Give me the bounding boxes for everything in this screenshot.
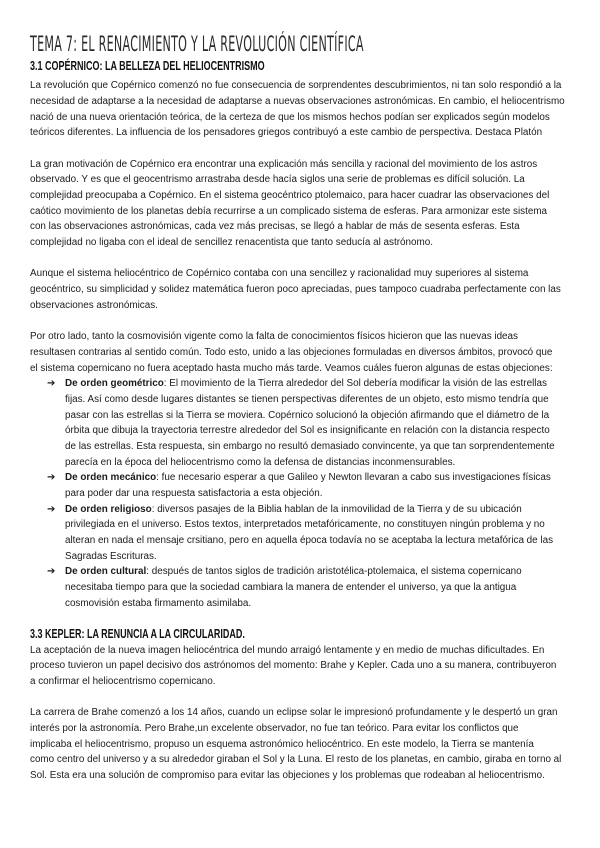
text-line: de las estrellas. Esta respuesta, sin embargo no resultó demasiado convincente, ya que tan sorprendentemente <box>65 440 555 452</box>
text-line: Aunque el sistema heliocéntrico de Copérnico contaba con una sencillez y racionalidad muy superiores al sistema <box>30 268 529 280</box>
objection-text: : diversos pasajes de la Biblia hablan de la inmovilidad de la Tierra y de su ubicación <box>151 503 522 515</box>
text-line: parecía en la época del heliocentrismo como la defensa de distancias inconmensurables. <box>65 456 456 468</box>
list-item <box>30 376 590 470</box>
objection-label: De orden cultural <box>65 566 147 578</box>
text-line: proceso tuvieron un papel decisivo dos astrónomos del momento: Brahe y Kepler. Cada uno a su manera, contribuyeron <box>30 660 557 672</box>
text-line: fijas. Así como desde lugares distantes se tienen perspectivas diferentes de un objeto, esto mismo tendría que <box>65 393 549 405</box>
paragraph <box>30 329 590 376</box>
arrow-right-icon: ➔ <box>47 503 56 515</box>
text-line: con las observaciones astronómicas, cada vez más precisas, se llegó a hablar de más de sesenta esferas. Esta <box>30 221 520 233</box>
arrow-right-icon: ➔ <box>47 566 56 578</box>
text-line: a confirmar el heliocentrismo copernicano. <box>30 675 216 687</box>
arrow-right-icon: ➔ <box>47 472 56 484</box>
text-line: como centro del universo y a su alrededor giraban el Sol y la Luna. El resto de los planetas, en cambio, giraba en torno al <box>30 754 562 766</box>
text-line <box>65 502 590 518</box>
objection-text: : fue necesario esperar a que Galileo y Newton llevaran a cabo sus investigaciones físicas <box>156 472 551 484</box>
text-line: La aceptación de la nueva imagen heliocéntrica del mundo arraigó lentamente y en medio de muchas dificultades. En <box>30 644 545 656</box>
objection-label: De orden mecánico <box>65 472 157 484</box>
text-line: La revolución que Copérnico comenzó no fue consecuencia de sorprendentes descubrimientos, ni tan solo respondió a la <box>30 80 562 92</box>
objections-list <box>30 376 590 611</box>
text-line: necesitaba tiempo para que la sociedad cambiara la manera de entender el universo, ya que la antigua <box>65 582 517 594</box>
text-line: complejidad no ligaba con el ideal de sencillez renacentista que tanto seducía al astrónomo. <box>30 237 433 249</box>
text-line: nació de una nueva orientación teórica, de la certeza de que los mismos hechos podían ser explicados según modelos <box>30 111 550 123</box>
paragraph <box>30 157 590 251</box>
paragraph <box>30 643 590 690</box>
list-item <box>30 470 590 501</box>
text-line: La carrera de Brahe comenzó a los 14 años, cuando un eclipse solar le impresionó profundamente y le despertó un gran <box>30 707 558 719</box>
list-item <box>30 564 590 611</box>
text-line: el sistema copernicano no fuera aceptado hasta mucho más tarde. Veamos cuáles fueron algunas de estas objeciones: <box>30 362 553 374</box>
text-line: Sagradas Escrituras. <box>65 550 157 562</box>
text-line: Por otro lado, tanto la cosmovisión vigente como la falta de conocimientos físicos hicieron que las nuevas ideas <box>30 331 518 343</box>
text-line <box>65 564 590 580</box>
text-line: alteran en nada el mensaje crsitiano, pero en aquella época todavía no se aceptaba la lectura metafórica de las <box>65 535 554 547</box>
text-line <box>65 470 590 486</box>
paragraph <box>30 78 590 141</box>
arrow-right-icon: ➔ <box>47 378 56 390</box>
paragraph <box>30 266 590 313</box>
text-line: para poder dar una respuesta satisfactoria a esta objeción. <box>65 488 323 500</box>
text-line: Sol. Esta era una solución de compromiso para evitar las objeciones y los problemas que rodeaban al heliocentrismo. <box>30 770 545 782</box>
text-line <box>65 376 590 392</box>
text-line: interés por la astronomía. Pero Brahe,un excelente observador, no fue tan teórico. Para evitar los conflictos que <box>30 722 519 734</box>
text-line: órbita que dibuja la trayectoria terrestre alrededor del Sol es insignificante en relación con la distancia respecto <box>65 425 550 437</box>
text-line: observaciones astronómicas. <box>30 299 158 311</box>
text-line: implicaba el heliocentrismo, propuso un esquema astronómico heliocéntrico. En este modelo, la Tierra se mantenía <box>30 738 534 750</box>
text-line: necesidad de adaptarse a la necesidad de adaptarse a nuevas observaciones astronómicas. En cambio, el heliocentrismo <box>30 95 565 107</box>
objection-label: De orden geométrico <box>65 378 164 390</box>
objection-label: De orden religioso <box>65 503 152 515</box>
document-body <box>30 78 590 799</box>
objection-text: : El movimiento de la Tierra alrededor del Sol debería modificar la visión de las estrellas <box>163 378 547 390</box>
text-line: privilegiada en el universo. Estos textos, interpretados metafóricamente, no constituyen ningún problema y no <box>65 519 545 531</box>
objection-text: : después de tantos siglos de tradición aristotélica-ptolemaica, el sistema copernicano <box>146 566 522 578</box>
document-title: TEMA 7: EL RENACIMIENTO Y LA REVOLUCIÓN CIENTÍFICA <box>30 32 364 56</box>
text-line: complejidad preocupaba a Copérnico. En el sistema geocéntrico ptolemaico, para hacer cuadrar las observaciones del <box>30 189 550 201</box>
list-item <box>30 502 590 565</box>
text-line: teóricos diferentes. La influencia de los pensadores griegos contribuyó a este cambio de perspectiva. Destaca Platón <box>30 127 543 139</box>
text-line: cosmovisión estaba firmamento asimilaba. <box>65 597 252 609</box>
text-line: La gran motivación de Copérnico era encontrar una explicación más sencilla y racional del movimiento de los astros <box>30 158 538 170</box>
section-heading-copernico: 3.1 COPÉRNICO: LA BELLEZA DEL HELIOCENTRISMO <box>30 59 265 73</box>
text-line: observado. Y es que el geocentrismo arrastraba desde hacía siglos una serie de problemas es difícil solución. La <box>30 174 525 186</box>
text-line: caótico movimiento de los planetas debía recurrirse a un complicado sistema de esferas. Para armonizar este sistema <box>30 205 548 217</box>
text-line: pasar con las estrellas si la Tierra se moviera. Copérnico solucionó la objeción afirmando que el diámetro de la <box>65 409 550 421</box>
text-line: resultasen contrarias al sentido común. Todo esto, unido a las objeciones formuladas en diversos ámbitos, provocó que <box>30 346 553 358</box>
paragraph <box>30 705 590 783</box>
text-line: geocéntrico, su simplicidad y solidez matemática fueron poco apreciadas, pues tampoco cuadraba perfectamente con las <box>30 284 561 296</box>
section-heading-kepler: 3.3 KEPLER: LA RENUNCIA A LA CIRCULARIDAD. <box>30 626 245 641</box>
